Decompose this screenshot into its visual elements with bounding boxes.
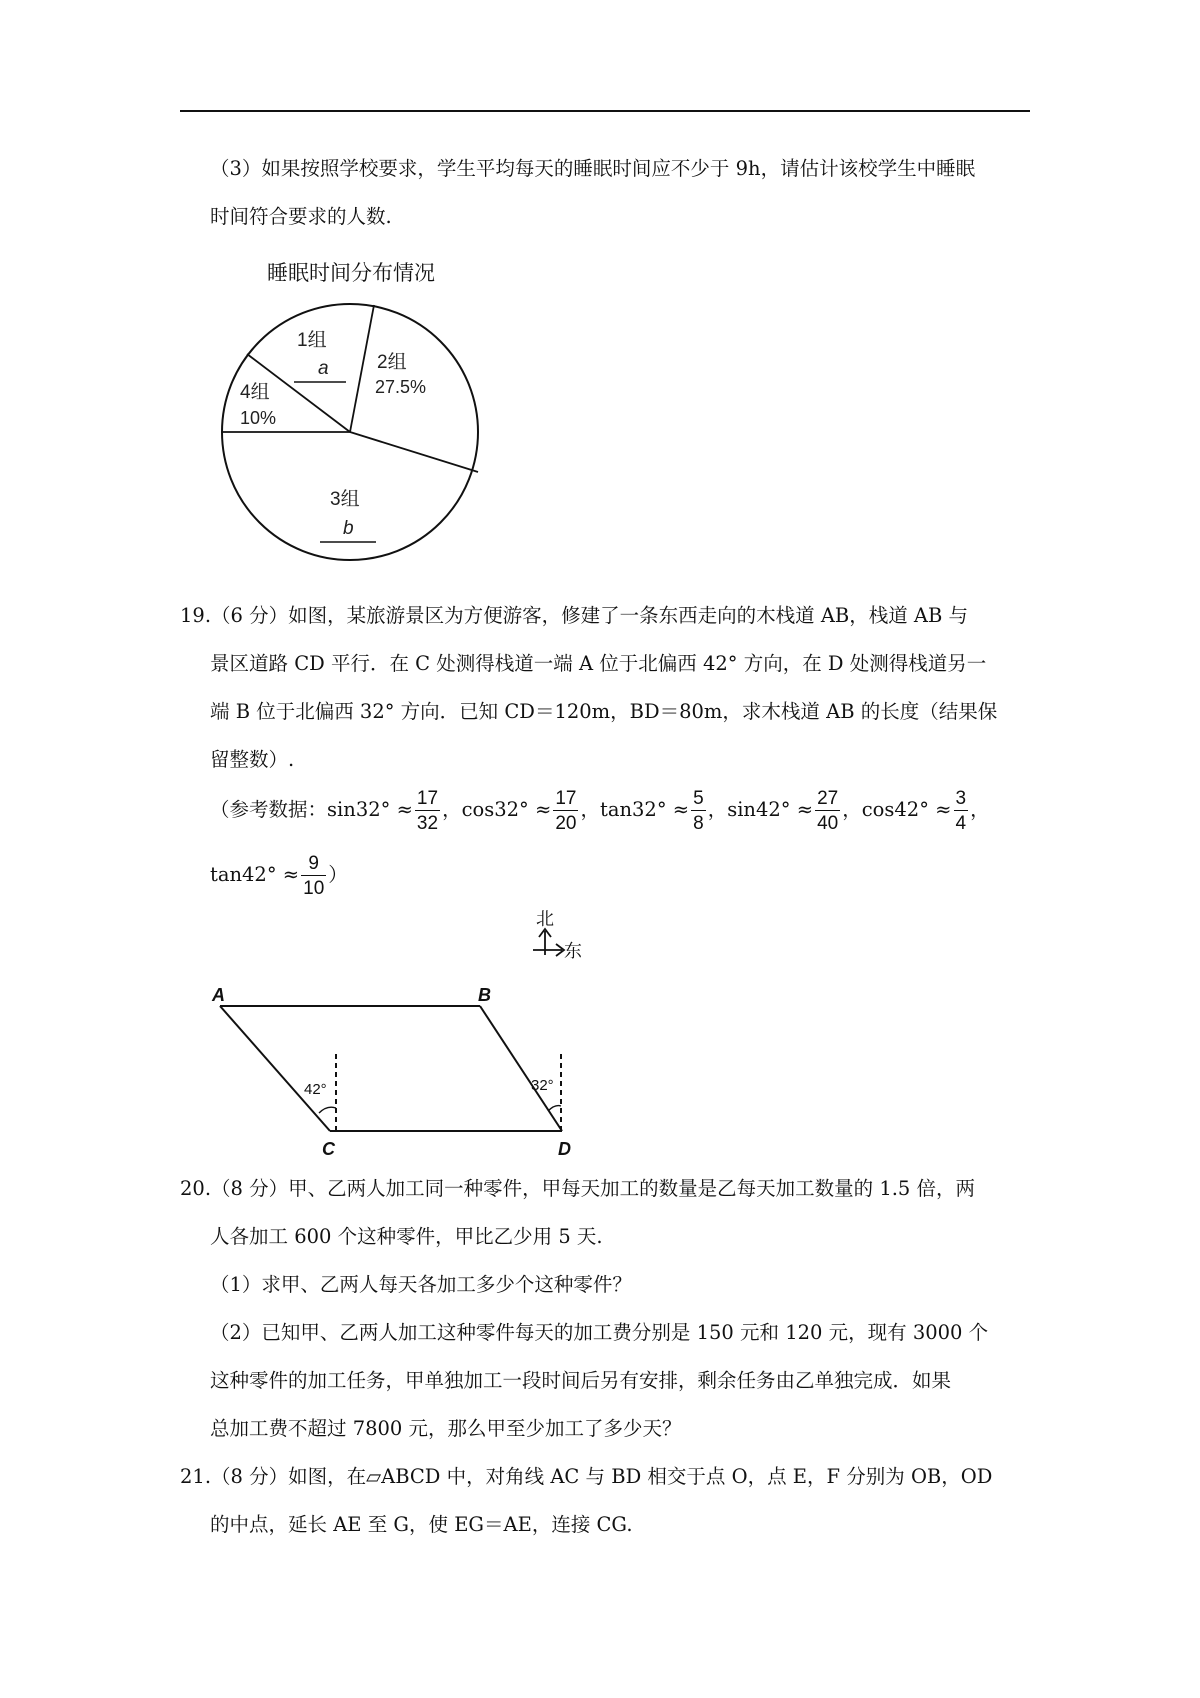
q20-line4: （2）已知甲、乙两人加工这种零件每天的加工费分别是 150 元和 120 元，现有 3000 个: [210, 1321, 989, 1344]
q18-part3-line2: 时间符合要求的人数.: [210, 205, 392, 228]
q20-line3: （1）求甲、乙两人每天各加工多少个这种零件？: [210, 1273, 632, 1296]
q20-line6: 总加工费不超过 7800 元，那么甲至少加工了多少天？: [210, 1417, 682, 1440]
slice-3-value: b: [343, 518, 354, 539]
q19-reference-data: [210, 780, 990, 840]
slice-4-label: 4组: [240, 382, 270, 403]
ref-sin42: ，sin42° ≈: [707, 798, 814, 821]
q20-line5: 这种零件的加工任务，甲单独加工一段时间后另有安排，剩余任务由乙单独完成．如果: [210, 1369, 952, 1392]
point-d-label: D: [558, 1139, 571, 1159]
point-a-label: A: [212, 985, 225, 1005]
slice-1-value: a: [318, 358, 329, 379]
pie-chart: [200, 250, 500, 580]
slice-2-value: 27.5%: [375, 377, 427, 397]
ref-tan32: ，tan32° ≈: [580, 798, 690, 821]
ref-comma: ，: [970, 798, 990, 821]
q19-line4: 留整数）.: [210, 748, 295, 771]
frac-tan32: $\frac{5}{8}$: [693, 787, 704, 834]
pie-slice-3: [320, 488, 376, 542]
slice-3-label: 3组: [330, 489, 360, 510]
ref-prefix: （参考数据：: [210, 798, 328, 821]
ref-cos32: ，cos32° ≈: [442, 798, 552, 821]
ref-sin32: sin32° ≈: [327, 798, 413, 821]
frac-sin32: $\frac{17}{32}$: [416, 787, 439, 834]
north-label: 北: [536, 909, 554, 929]
slice-2-label: 2组: [377, 352, 407, 373]
angle-label-c: 42°: [304, 1081, 327, 1098]
q20-line2: 人各加工 600 个这种零件，甲比乙少用 5 天.: [210, 1225, 603, 1248]
pie-slice-4: [240, 381, 276, 428]
east-label: 东: [564, 941, 582, 961]
q19-reference-data-tan42: [210, 845, 348, 905]
frac-cos42: $\frac{3}{4}$: [955, 787, 967, 834]
ref-close: ）: [328, 863, 348, 886]
frac-sin42: $\frac{27}{40}$: [817, 787, 839, 834]
ref-tan42: tan42° ≈: [210, 863, 300, 886]
header-rule: [180, 110, 1030, 112]
q20-line1: 20.（8 分）甲、乙两人加工同一种零件，甲每天加工的数量是乙每天加工数量的 1.5 倍，两: [180, 1177, 976, 1200]
frac-tan42: $\frac{9}{10}$: [303, 852, 325, 899]
angle-label-d: 32°: [531, 1077, 554, 1094]
pie-slice-2: [375, 351, 426, 397]
segment-ac: [220, 1006, 330, 1131]
point-c-label: C: [322, 1139, 335, 1159]
q21-line1: 21.（8 分）如图，在▱ABCD 中，对角线 AC 与 BD 相交于点 O，点 E，F 分别为 OB，OD: [180, 1465, 993, 1488]
pie-title: 睡眠时间分布情况: [267, 262, 435, 285]
slice-4-value: 10%: [240, 408, 277, 428]
pie-divider-1-2: [350, 305, 374, 432]
compass: [533, 909, 582, 961]
figure-19: [200, 905, 600, 1165]
angle-arc-c: [319, 1107, 336, 1113]
segment-bd: [480, 1006, 562, 1131]
q18-part3-line1: （3）如果按照学校要求，学生平均每天的睡眠时间应不少于 9h，请估计该校学生中睡眠: [210, 157, 976, 180]
angle-arc-d: [548, 1106, 561, 1111]
point-b-label: B: [478, 985, 491, 1005]
pie-slice-1: [294, 329, 346, 382]
q21-line2: 的中点，延长 AE 至 G，使 EG＝AE，连接 CG.: [210, 1513, 633, 1536]
q19-line2: 景区道路 CD 平行．在 C 处测得栈道一端 A 位于北偏西 42° 方向，在 D 处测得栈道另一: [210, 652, 987, 675]
slice-1-label: 1组: [297, 330, 327, 351]
q19-line1: 19.（6 分）如图，某旅游景区为方便游客，修建了一条东西走向的木栈道 AB，栈道 AB 与: [180, 604, 969, 627]
pie-divider-2-3: [350, 432, 478, 472]
frac-cos32: $\frac{17}{20}$: [555, 787, 577, 834]
ref-cos42: ，cos42° ≈: [842, 798, 952, 821]
q19-line3: 端 B 位于北偏西 32° 方向．已知 CD＝120m，BD＝80m，求木栈道 AB 的长度（结果保: [210, 700, 998, 723]
